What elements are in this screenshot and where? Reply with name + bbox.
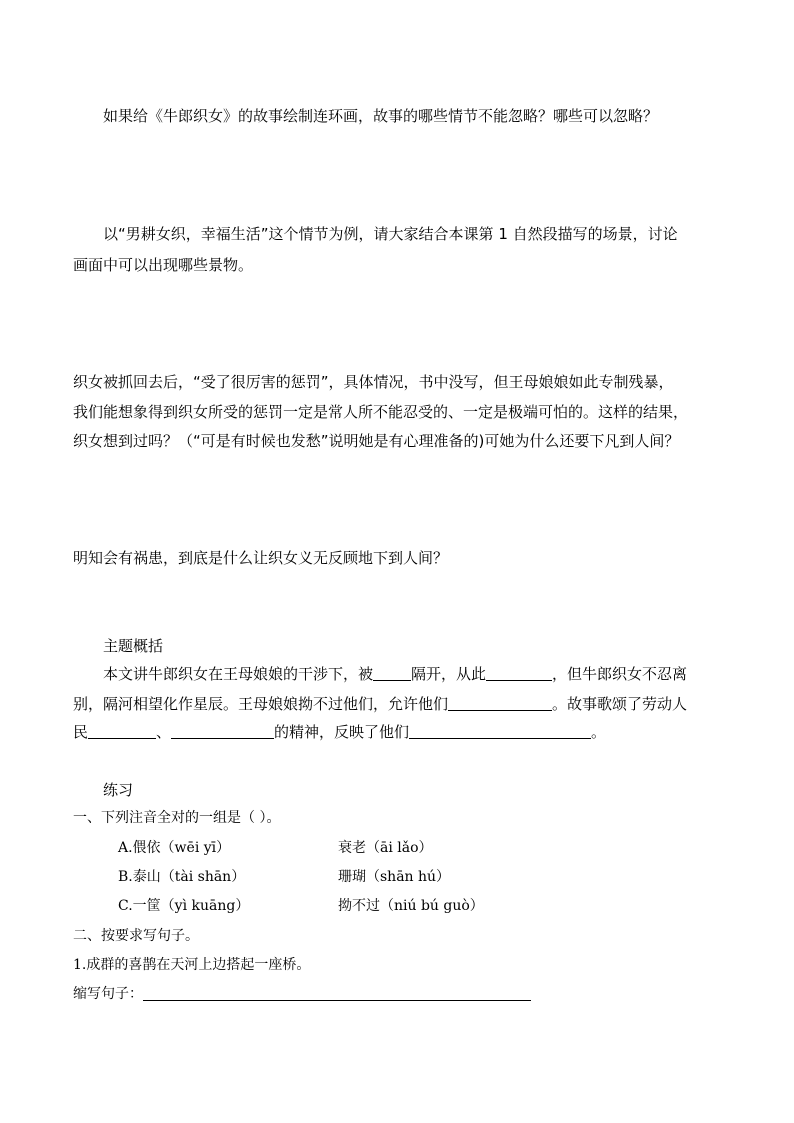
fill-blank[interactable] (373, 665, 411, 681)
question-3-line-1: 织女被抓回去后，“受了很厉害的惩罚”，具体情况，书中没写，但王母娘娘如此专制残暴， (73, 373, 674, 391)
theme-text: 、 (156, 723, 172, 741)
option-b-word-2: 珊瑚（shān hú） (338, 869, 451, 885)
option-c-word-1: C.一筐（yì kuāng） (118, 898, 250, 914)
section-1-title: 一、下列注音全对的一组是（ ）。 (73, 810, 281, 826)
theme-text: 民 (73, 723, 89, 741)
question-2-line-1: 以“男耕女织，幸福生活”这个情节为例，请大家结合本课第 1 自然段描写的场景，讨论 (103, 225, 678, 243)
fill-blank[interactable] (171, 723, 274, 739)
theme-text: 的精神，反映了他们 (274, 723, 410, 741)
option-a-word-2: 衰老（āi lǎo） (338, 840, 433, 856)
theme-text: 本文讲牛郎织女在王母娘娘的干涉下，被 (103, 665, 374, 683)
fill-blank[interactable] (486, 665, 552, 681)
shorten-sentence-row (73, 984, 725, 1004)
theme-text: ，但牛郎织女不忍离 (552, 665, 688, 683)
question-2-line-2: 画面中可以出现哪些景物。 (73, 256, 254, 274)
section-2-title: 二、按要求写句子。 (73, 928, 199, 944)
theme-heading: 主题概括 (103, 637, 164, 655)
shorten-sentence-answer-line[interactable] (143, 985, 531, 1001)
option-b-word-1: B.泰山（tài shān） (118, 869, 246, 885)
theme-text: 。故事歌颂了劳动人 (552, 695, 688, 713)
practice-heading: 练习 (103, 781, 134, 799)
fill-blank[interactable] (409, 723, 591, 739)
theme-line-2 (73, 694, 725, 714)
option-c-word-2: 拗不过（niú bú guò） (338, 898, 484, 914)
question-3-line-2: 我们能想象得到织女所受的惩罚一定是常人所不能忍受的、一定是极端可怕的。这样的结果， (73, 403, 689, 421)
theme-line-1 (73, 664, 725, 684)
question-3-line-3: 织女想到过吗？（“可是有时候也发愁”说明她是有心理准备的)可她为什么还要下凡到人间？ (73, 432, 680, 450)
section-2-item-1: 1.成群的喜鹊在天河上边搭起一座桥。 (73, 957, 311, 973)
theme-text: 。 (591, 723, 607, 741)
fill-blank[interactable] (448, 695, 552, 711)
shorten-sentence-label: 缩写句子： (73, 986, 143, 1002)
question-1: 如果给《牛郎织女》的故事绘制连环画，故事的哪些情节不能忽略？哪些可以忽略？ (103, 107, 659, 125)
question-4: 明知会有祸患，到底是什么让织女义无反顾地下到人间？ (73, 549, 449, 567)
theme-line-3 (73, 722, 725, 742)
theme-text: 别，隔河相望化作星辰。王母娘娘拗不过他们，允许他们 (73, 695, 449, 713)
theme-text: 隔开，从此 (411, 665, 487, 683)
option-a-word-1: A.偎依（wēi yī） (118, 840, 231, 856)
fill-blank[interactable] (88, 723, 156, 739)
